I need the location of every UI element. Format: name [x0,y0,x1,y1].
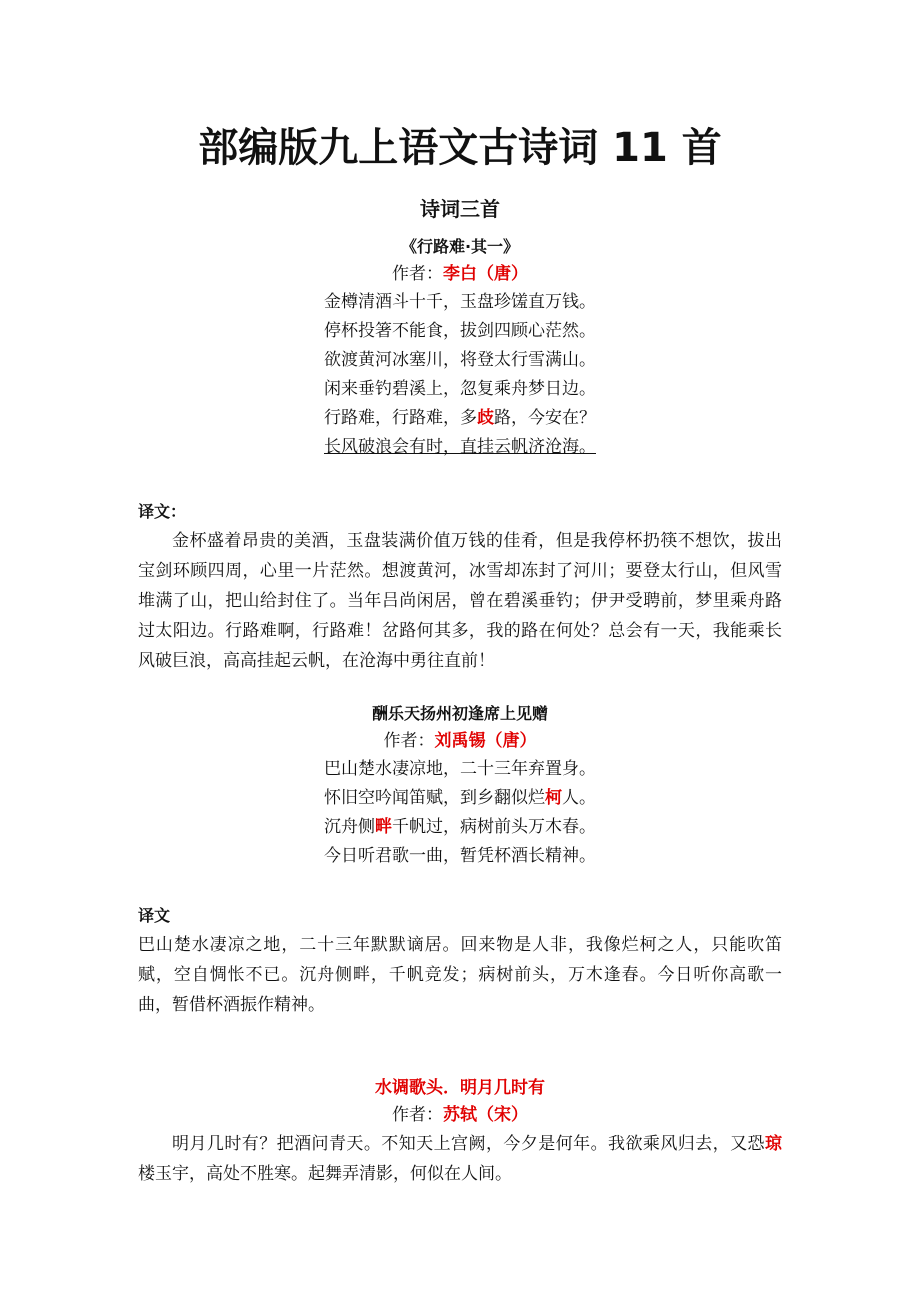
highlighted-char: 歧 [477,408,494,428]
section-title: 诗词三首 [420,197,500,221]
poem-3 [138,1075,782,1189]
highlighted-char: 畔 [375,817,392,837]
poem-line [138,784,782,813]
poem-1-translation [138,498,782,676]
poem-line-text: 千帆过，病树前头万木春。 [392,817,596,837]
poem-line [138,404,782,433]
poem-2-translation [138,902,782,1020]
poem-1 [138,234,782,462]
highlighted-char: 琼 [765,1134,782,1154]
author-name: 刘禹锡（唐） [434,731,537,751]
translation-text: 金杯盛着昂贵的美酒，玉盘装满价值万钱的佳肴，但是我停杯扔筷不想饮，拔出宝剑环顾四周，心里一片茫然。想渡黄河，冰雪却冻封了河川；要登太行山，但风雪堆满了山，把山给封住了。当年吕尚闲居，曾在碧溪垂钓；伊尹受聘前，梦里乘舟路过太阳边。行路难啊，行路难！岔路何其多，我的路在何处？总会有一天，我能乘长风破巨浪，高高挂起云帆，在沧海中勇往直前！ [138,531,782,671]
poem-3-text [138,1129,782,1189]
author-prefix: 作者： [383,731,435,751]
poem-3-title: 水调歌头．明月几时有 [375,1078,545,1098]
poem-line [138,813,782,842]
poem-3-author [138,1101,782,1129]
translation-label: 译文： [138,502,187,521]
author-prefix: 作者： [392,1105,443,1125]
poem-text: 楼玉宇，高处不胜寒。起舞弄清影，何似在人间。 [138,1164,512,1184]
poem-line-text: 行路难，行路难，多 [324,408,477,428]
document-title: 部编版九上语文古诗词 11 首 [198,125,722,171]
poem-2-title: 酬乐天扬州初逢席上见赠 [371,704,548,723]
author-name: 李白（唐） [443,264,528,284]
poem-2-author [138,727,782,755]
poem-1-author [138,260,782,288]
translation-text: 巴山楚水凄凉之地，二十三年默默谪居。回来物是人非，我像烂柯之人，只能吹笛赋，空自惆怅不已。沉舟侧畔，千帆竞发；病树前头，万木逢春。今日听你高歌一曲，暂借杯酒振作精神。 [138,935,782,1015]
author-prefix: 作者： [392,264,443,284]
poem-line-text: 路，今安在？ [494,408,596,428]
poem-line: 巴山楚水凄凉地，二十三年弃置身。 [324,759,596,779]
poem-line: 今日听君歌一曲，暂凭杯酒长精神。 [324,846,596,866]
poem-line-text: 沉舟侧 [324,817,375,837]
poem-line-text: 怀旧空吟闻笛赋，到乡翻似烂 [324,788,545,808]
poem-line: 闲来垂钓碧溪上，忽复乘舟梦日边。 [324,379,596,399]
poem-line [138,433,782,462]
poem-line-text: 人。 [562,788,596,808]
poem-line: 欲渡黄河冰塞川，将登太行雪满山。 [324,350,596,370]
poem-2 [138,701,782,871]
highlighted-char: 柯 [545,788,562,808]
underlined-line: 长风破浪会有时，直挂云帆济沧海。 [324,437,596,457]
translation-label: 译文 [138,906,171,925]
poem-text: 明月几时有？把酒问青天。不知天上宫阙，今夕是何年。我欲乘风归去，又恐 [172,1134,765,1154]
author-name: 苏轼（宋） [443,1105,528,1125]
poem-line: 停杯投箸不能食，拔剑四顾心茫然。 [324,321,596,341]
poem-1-title: 《行路难·其一》 [400,237,520,256]
poem-line: 金樽清酒斗十千，玉盘珍馐直万钱。 [324,292,596,312]
